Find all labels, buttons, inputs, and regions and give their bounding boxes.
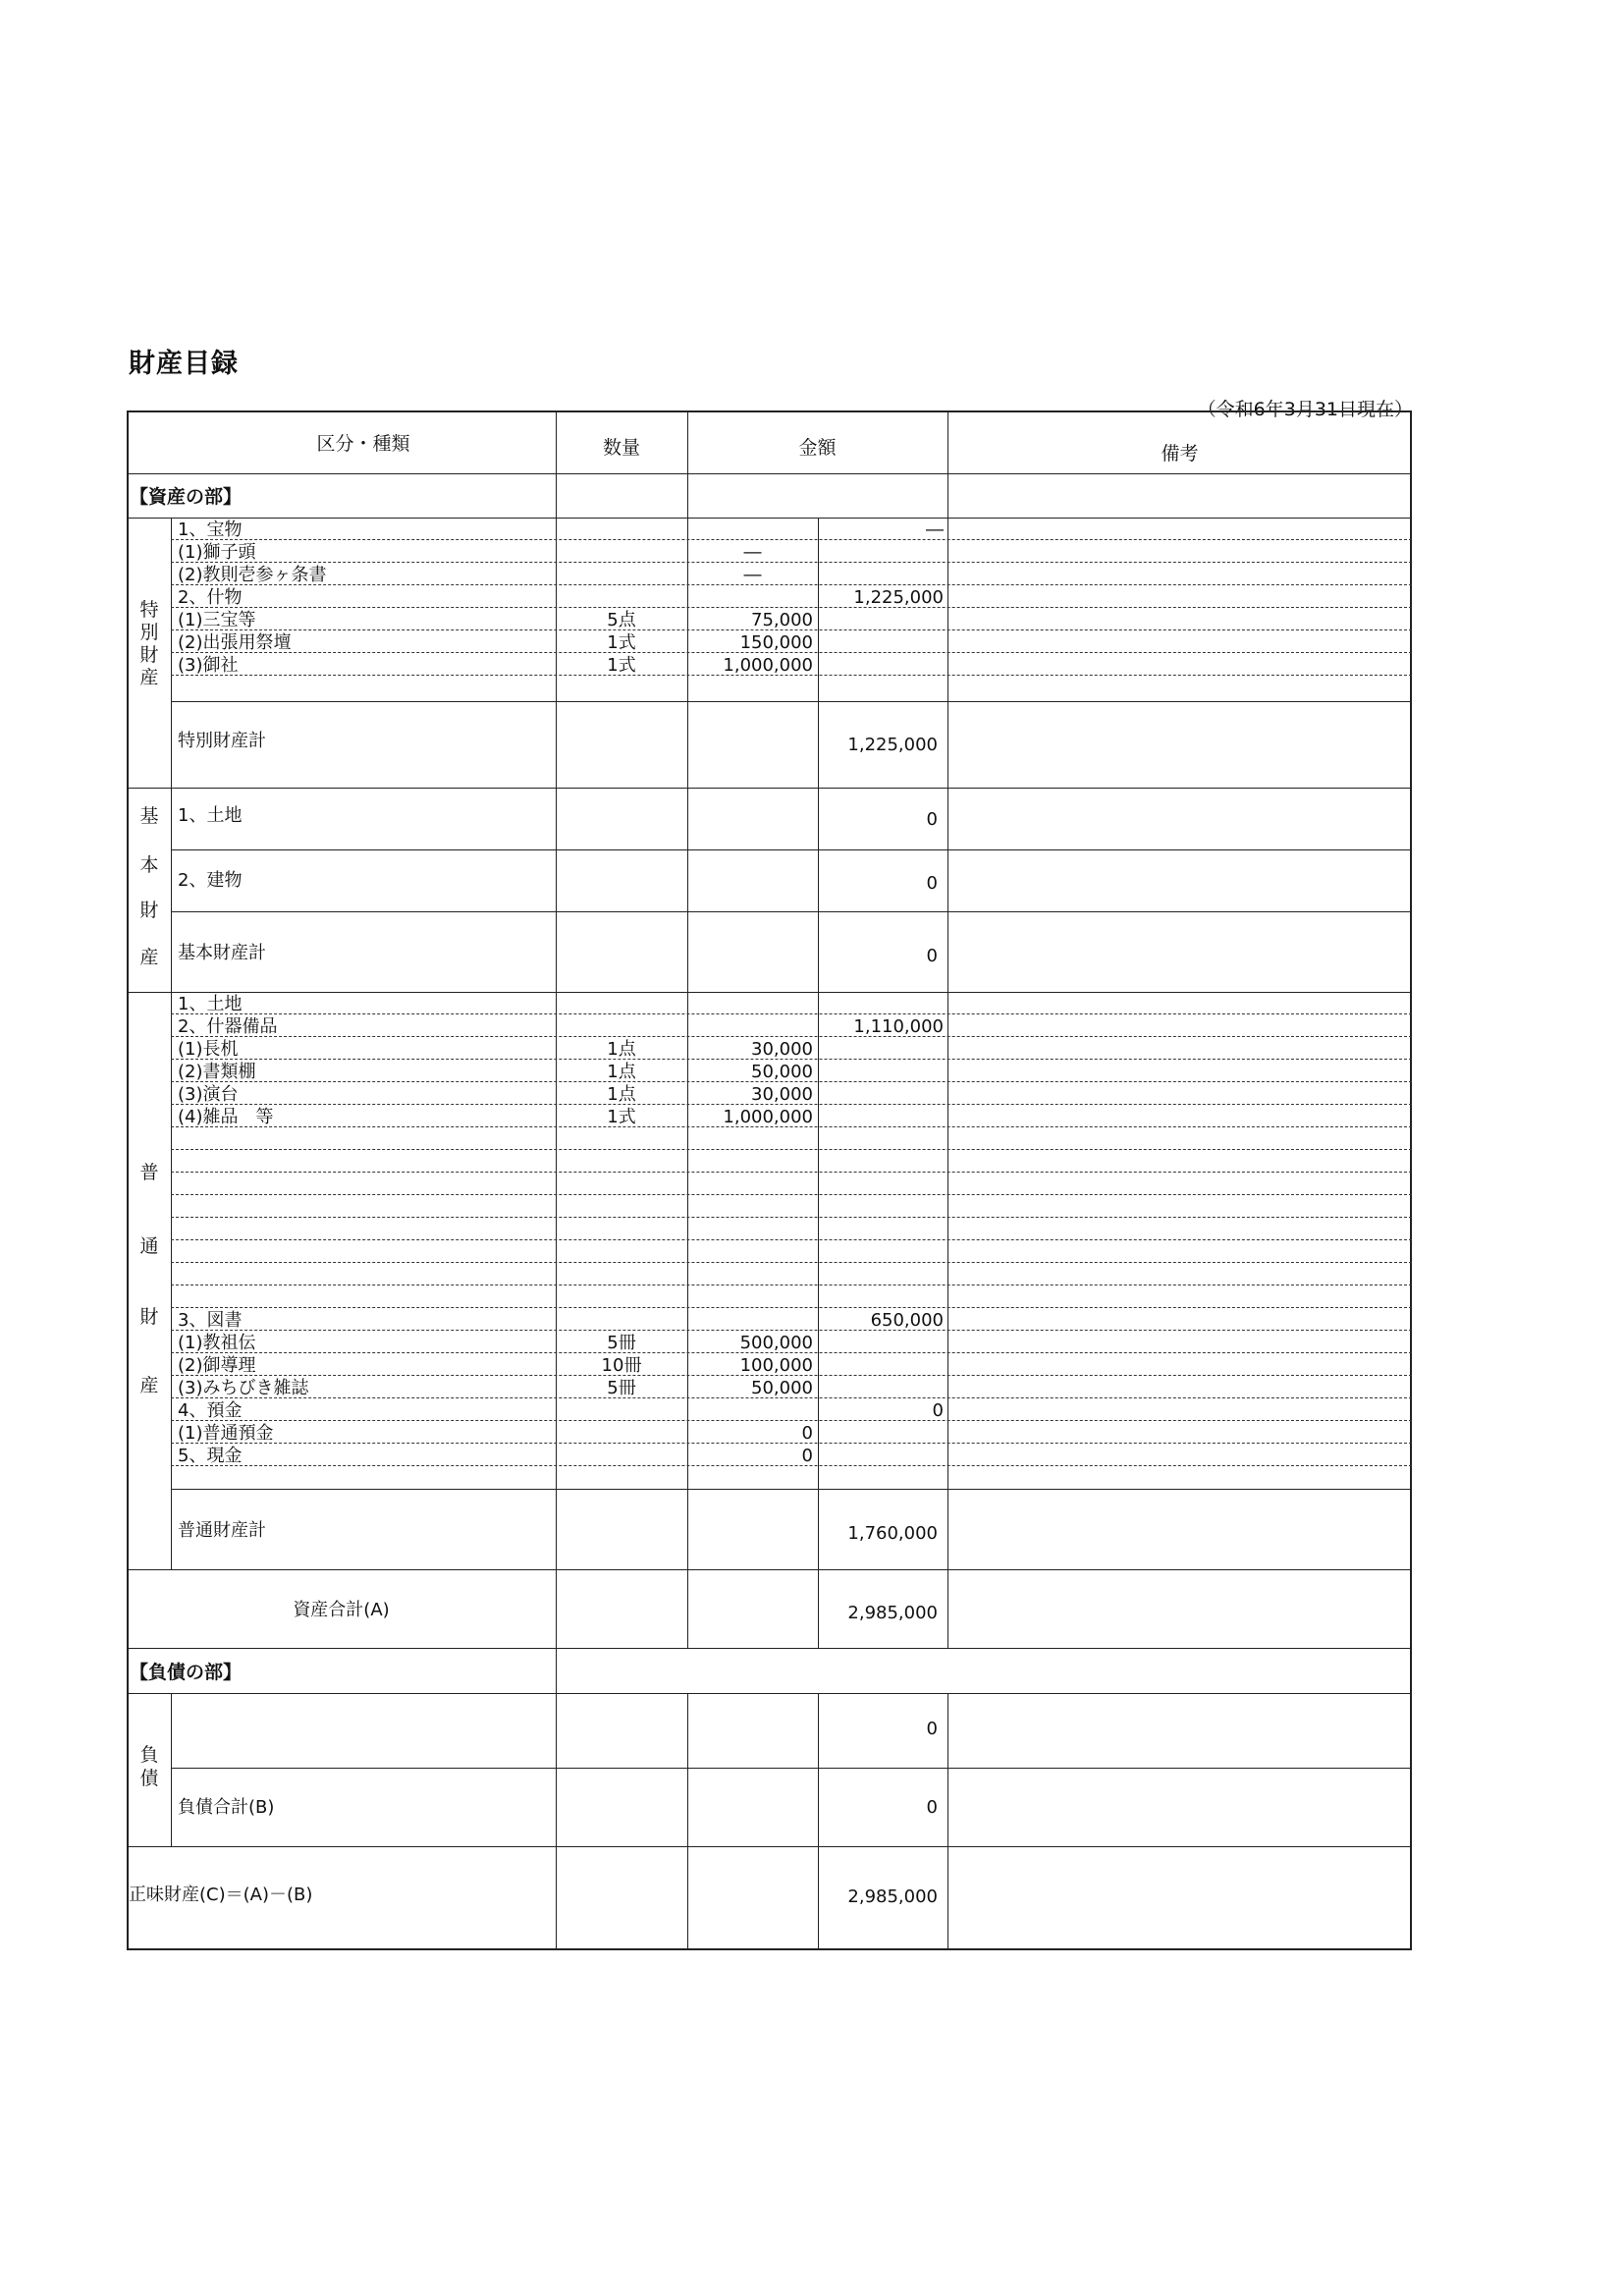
item-subamount: 0: [801, 1423, 813, 1444]
item-label: (1)長机: [178, 1039, 239, 1060]
header-category: 区分・種類: [316, 433, 410, 455]
basic-subtotal-label: 基本財産計: [178, 943, 266, 963]
group-label-char: 財: [139, 644, 159, 666]
rule: [171, 849, 1412, 850]
special-subtotal-label: 特別財産計: [178, 731, 266, 751]
rule: [127, 1846, 1412, 1847]
group-label-char: 特: [139, 599, 159, 621]
rule: [127, 788, 1412, 789]
item-label: (2)教則壱参ヶ条書: [178, 565, 327, 585]
item-quantity: 5冊: [607, 1333, 636, 1353]
ordinary-subtotal-value: 1,760,000: [847, 1523, 938, 1544]
group-label-char: 基: [139, 805, 159, 827]
rule: [687, 1693, 688, 1949]
rule: [127, 1693, 1412, 1694]
item-label: 1、土地: [178, 994, 243, 1014]
item-label: 2、什器備品: [178, 1016, 278, 1037]
dashed-rule: [171, 1036, 1412, 1037]
item-subamount: 150,000: [739, 632, 813, 653]
item-quantity: 1式: [607, 1107, 636, 1127]
item-label: (3)御社: [178, 655, 239, 676]
rule: [127, 1569, 1412, 1570]
basic-building-label: 2、建物: [178, 870, 243, 891]
item-label: (3)みちびき雑誌: [178, 1378, 309, 1398]
rule: [687, 410, 688, 518]
group-label-char: 産: [139, 947, 159, 968]
item-quantity: 1点: [607, 1039, 636, 1060]
rule: [171, 701, 1412, 702]
group-label-char: 産: [139, 667, 159, 688]
section-assets: 【資産の部】: [130, 486, 243, 508]
item-label: 3、図書: [178, 1310, 243, 1331]
item-label: (1)教祖伝: [178, 1333, 256, 1353]
item-label: (3)演台: [178, 1084, 239, 1105]
header-amount: 金額: [798, 437, 837, 459]
dashed-rule: [171, 1262, 1412, 1263]
rule: [127, 992, 1412, 993]
item-total: 1,225,000: [853, 587, 944, 608]
group-label-char: 本: [139, 854, 159, 876]
ordinary-subtotal-label: 普通財産計: [178, 1520, 266, 1541]
item-subamount: 100,000: [739, 1355, 813, 1376]
liability-subtotal-label: 負債合計(B): [178, 1797, 275, 1818]
dashed-rule: [171, 1420, 1412, 1421]
liability-item-value: 0: [926, 1719, 938, 1739]
item-total: 650,000: [870, 1310, 944, 1331]
item-quantity: 1式: [607, 632, 636, 653]
item-quantity: 1式: [607, 655, 636, 676]
item-label: (1)普通預金: [178, 1423, 274, 1444]
rule: [687, 1569, 688, 1648]
rule: [127, 473, 1412, 474]
group-label-char: 財: [139, 1306, 159, 1328]
item-quantity: 1点: [607, 1084, 636, 1105]
group-label-char: 負: [139, 1744, 159, 1766]
group-label-char: 財: [139, 900, 159, 921]
item-subamount: 30,000: [751, 1084, 813, 1105]
dashed-rule: [171, 1217, 1412, 1218]
item-label: (4)雑品 等: [178, 1107, 274, 1127]
item-subamount: 50,000: [751, 1062, 813, 1082]
dashed-rule: [171, 562, 1412, 563]
group-label-char: 産: [139, 1375, 159, 1396]
item-total: 0: [932, 1400, 944, 1421]
rule: [556, 518, 557, 1949]
group-label-char: 別: [139, 622, 159, 643]
item-subamount: 1,000,000: [723, 1107, 813, 1127]
item-label: 2、什物: [178, 587, 243, 608]
basic-subtotal-value: 0: [926, 946, 938, 966]
dashed-rule: [171, 1443, 1412, 1444]
item-subamount: ―: [743, 542, 762, 563]
item-label: 1、宝物: [178, 519, 243, 540]
rule: [127, 1648, 1412, 1649]
item-label: (2)書類棚: [178, 1062, 256, 1082]
item-total: ―: [926, 519, 944, 540]
page-title: 財産目録: [129, 349, 239, 379]
dashed-rule: [171, 1307, 1412, 1308]
header-remarks: 備考: [1161, 443, 1199, 465]
dashed-rule: [171, 1330, 1412, 1331]
item-quantity: 5点: [607, 610, 636, 630]
rule: [556, 410, 557, 518]
asset-total-label: 資産合計(A): [293, 1600, 390, 1620]
rule: [947, 1569, 948, 1648]
item-quantity: 5冊: [607, 1378, 636, 1398]
dashed-rule: [171, 539, 1412, 540]
dashed-rule: [171, 607, 1412, 608]
item-label: 5、現金: [178, 1446, 243, 1466]
item-subamount: 0: [801, 1446, 813, 1466]
asset-total-value: 2,985,000: [847, 1603, 938, 1623]
header-quantity: 数量: [602, 437, 640, 459]
item-label: (1)獅子頭: [178, 542, 256, 563]
dashed-rule: [171, 1194, 1412, 1195]
as-of-date: （令和6年3月31日現在）: [1197, 399, 1413, 420]
group-label-char: 普: [139, 1162, 159, 1183]
group-label-char: 通: [139, 1235, 159, 1257]
basic-land-value: 0: [926, 809, 938, 830]
rule: [127, 518, 1412, 519]
item-label: 4、預金: [178, 1400, 243, 1421]
rule: [947, 1693, 948, 1949]
dashed-rule: [171, 1239, 1412, 1240]
item-total: 1,110,000: [853, 1016, 944, 1037]
basic-land-label: 1、土地: [178, 805, 243, 826]
rule: [171, 1693, 172, 1846]
group-label-char: 債: [139, 1768, 159, 1789]
rule: [171, 911, 1412, 912]
item-label: (2)出張用祭壇: [178, 632, 292, 653]
rule: [171, 1489, 1412, 1490]
item-subamount: 30,000: [751, 1039, 813, 1060]
special-subtotal-value: 1,225,000: [847, 735, 938, 755]
item-quantity: 10冊: [601, 1355, 642, 1376]
item-label: (2)御導理: [178, 1355, 256, 1376]
rule: [171, 1768, 1412, 1769]
dashed-rule: [171, 1013, 1412, 1014]
item-subamount: 75,000: [751, 610, 813, 630]
dashed-rule: [171, 1465, 1412, 1466]
dashed-rule: [171, 1149, 1412, 1150]
dashed-rule: [171, 584, 1412, 585]
net-assets-value: 2,985,000: [847, 1886, 938, 1907]
section-liabilities: 【負債の部】: [130, 1662, 243, 1683]
item-label: (1)三宝等: [178, 610, 256, 630]
liability-subtotal-value: 0: [926, 1797, 938, 1818]
basic-building-value: 0: [926, 873, 938, 894]
item-subamount: 500,000: [739, 1333, 813, 1353]
item-subamount: 50,000: [751, 1378, 813, 1398]
item-subamount: ―: [743, 565, 762, 585]
net-assets-label: 正味財産(C)＝(A)－(B): [129, 1885, 313, 1905]
item-quantity: 1点: [607, 1062, 636, 1082]
item-subamount: 1,000,000: [723, 655, 813, 676]
dashed-rule: [171, 1172, 1412, 1173]
